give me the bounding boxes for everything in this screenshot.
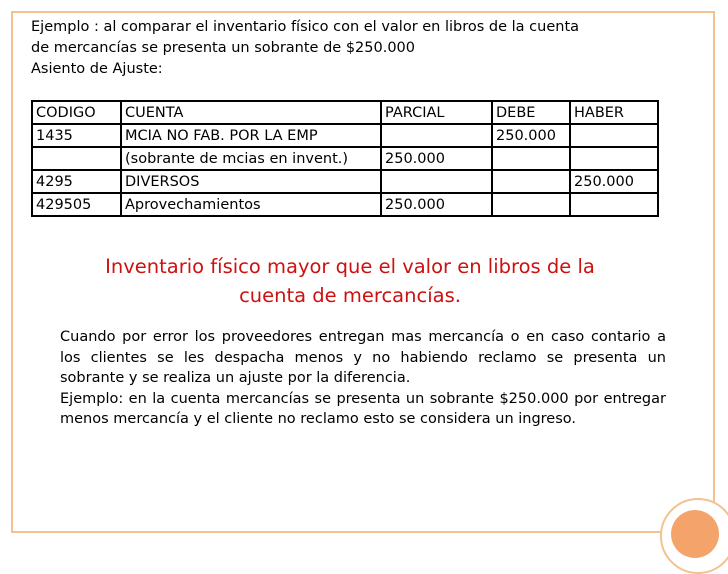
cell-debe: 250.000: [492, 124, 570, 147]
header-parcial: PARCIAL: [381, 101, 492, 124]
cell-cuenta: DIVERSOS: [121, 170, 381, 193]
header-cuenta: CUENTA: [121, 101, 381, 124]
cell-cuenta: (sobrante de mcias en invent.): [121, 147, 381, 170]
header-debe: DEBE: [492, 101, 570, 124]
heading-line-1: Inventario físico mayor que el valor en libros de la: [105, 255, 595, 278]
intro-line-3: Asiento de Ajuste:: [31, 61, 163, 77]
body-paragraph-2: Ejemplo: en la cuenta mercancías se presenta un sobrante $250.000 por entregar menos mercancía y el cliente no reclamo esto se considera un ingreso.: [60, 390, 666, 427]
cell-debe: [492, 170, 570, 193]
header-haber: HABER: [570, 101, 658, 124]
cell-parcial: [381, 124, 492, 147]
table-row: [32, 147, 658, 170]
section-heading: [40, 252, 660, 310]
table-header-row: [32, 101, 658, 124]
cell-haber: [570, 147, 658, 170]
cell-codigo: 1435: [32, 124, 121, 147]
cell-codigo: 4295: [32, 170, 121, 193]
cell-debe: [492, 193, 570, 216]
intro-line-2: de mercancías se presenta un sobrante de $250.000: [31, 40, 416, 56]
cell-haber: [570, 193, 658, 216]
cell-haber: 250.000: [570, 170, 658, 193]
adjustment-entry-table: [31, 100, 659, 217]
cell-codigo: [32, 147, 121, 170]
table-row: [32, 124, 658, 147]
intro-text: [31, 17, 671, 80]
header-codigo: CODIGO: [32, 101, 121, 124]
cell-haber: [570, 124, 658, 147]
cell-cuenta: MCIA NO FAB. POR LA EMP: [121, 124, 381, 147]
cell-parcial: [381, 170, 492, 193]
intro-line-1: Ejemplo : al comparar el inventario físico con el valor en libros de la cuenta: [31, 19, 580, 35]
cell-debe: [492, 147, 570, 170]
corner-decoration-inner: [671, 510, 719, 558]
table-row: [32, 193, 658, 216]
body-text: [60, 327, 666, 430]
table-row: [32, 170, 658, 193]
heading-line-2: cuenta de mercancías.: [239, 284, 461, 307]
body-paragraph-1: Cuando por error los proveedores entregan mas mercancía o en caso contario a los clientes se les despacha menos y no habiendo reclamo se presenta un sobrante y se realiza un ajuste por la diferencia.: [60, 329, 666, 386]
cell-cuenta: Aprovechamientos: [121, 193, 381, 216]
cell-parcial: 250.000: [381, 147, 492, 170]
cell-parcial: 250.000: [381, 193, 492, 216]
cell-codigo: 429505: [32, 193, 121, 216]
